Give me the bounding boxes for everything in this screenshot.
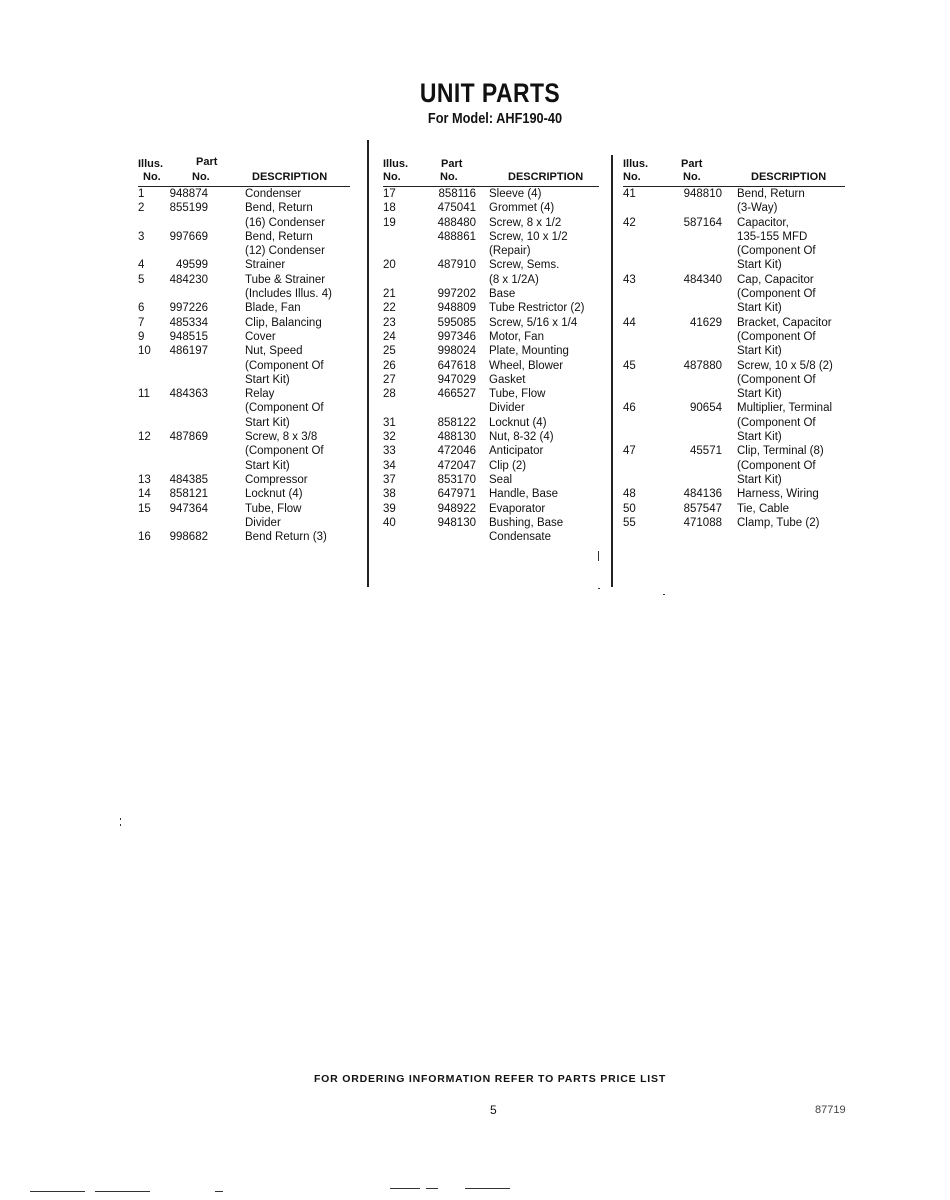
table-row [383, 201, 599, 215]
part-number: 587164 [683, 216, 722, 229]
table-row [138, 230, 350, 259]
part-no-header: No. [440, 171, 458, 183]
illus-number: 50 [623, 502, 636, 515]
table-row [383, 502, 599, 516]
part-number: 488861 [437, 230, 476, 243]
part-number: 486197 [169, 345, 208, 358]
part-number: 948809 [437, 302, 476, 315]
column-header [138, 154, 350, 187]
description-header: DESCRIPTION [252, 171, 328, 183]
parts-rows [138, 187, 350, 544]
table-row [383, 459, 599, 473]
part-description: Wheel, Blower [489, 359, 564, 372]
part-number: 997226 [169, 302, 208, 315]
part-description: Cap, Capacitor (Component Of Start Kit) [737, 273, 816, 315]
part-number: 472047 [437, 459, 476, 472]
illus-number: 40 [383, 516, 396, 529]
illus-number: 24 [383, 330, 396, 343]
table-row [623, 187, 845, 216]
parts-rows [383, 187, 599, 544]
parts-column-2 [383, 154, 599, 544]
part-description: Clip (2) [489, 459, 527, 472]
description-header: DESCRIPTION [508, 171, 584, 183]
part-number: 998682 [169, 531, 208, 544]
part-description: Screw, 8 x 1/2 [489, 216, 562, 229]
illus-number: 12 [138, 431, 151, 444]
illus-number: 7 [138, 316, 145, 329]
illus-number: 38 [383, 488, 396, 501]
table-row [383, 387, 599, 416]
illus-number: 33 [383, 445, 396, 458]
part-description: Motor, Fan [489, 330, 544, 343]
part-number: 471088 [683, 516, 722, 529]
part-number: 858121 [169, 488, 208, 501]
table-row [623, 216, 845, 273]
part-description: Gasket [489, 373, 526, 386]
table-row [623, 502, 845, 516]
table-row [623, 316, 845, 359]
table-row [383, 216, 599, 230]
table-row [623, 359, 845, 402]
table-row [383, 330, 599, 344]
part-header: Part [441, 158, 463, 170]
part-description: Base [489, 288, 516, 301]
table-row [138, 387, 350, 430]
illus-number: 9 [138, 330, 145, 343]
part-description: Grommet (4) [489, 202, 555, 215]
column-divider [611, 155, 613, 587]
illus-number: 18 [383, 202, 396, 215]
part-description: Tie, Cable [737, 502, 789, 515]
part-number: 947364 [169, 502, 208, 515]
part-description: Multiplier, Terminal (Component Of Start Kit) [737, 402, 833, 444]
illus-number: 26 [383, 359, 396, 372]
part-number: 41629 [690, 316, 722, 329]
illus-header: Illus. [383, 158, 409, 170]
column-divider [367, 140, 369, 587]
part-number: 853170 [437, 473, 476, 486]
part-description: Bend, Return (12) Condenser [245, 230, 325, 258]
part-description: Screw, 5/16 x 1/4 [489, 316, 578, 329]
table-row [138, 316, 350, 330]
part-number: 997346 [437, 330, 476, 343]
table-row [138, 487, 350, 501]
part-description: Sleeve (4) [489, 188, 542, 200]
illus-number: 16 [138, 531, 151, 544]
part-number: 948874 [169, 188, 208, 200]
parts-column-1 [138, 154, 350, 544]
part-number: 595085 [437, 316, 476, 329]
illus-number: 20 [383, 259, 396, 272]
illus-number: 19 [383, 216, 396, 229]
table-row [383, 373, 599, 387]
illus-number: 10 [138, 345, 151, 358]
illus-number: 39 [383, 502, 396, 515]
model-subtitle: For Model: AHF190-40 [427, 110, 563, 127]
part-number: 485334 [169, 316, 208, 329]
part-number: 997669 [169, 230, 208, 243]
illus-number: 6 [138, 302, 145, 315]
part-header: Part [196, 156, 218, 168]
part-description: Tube Restrictor (2) [489, 302, 585, 315]
illus-header: Illus. [138, 158, 164, 170]
table-row [383, 416, 599, 430]
part-description: Screw, Sems. (8 x 1/2A) [489, 259, 560, 286]
illus-number: 32 [383, 431, 396, 444]
part-number: 858122 [437, 416, 476, 429]
table-row [383, 316, 599, 330]
part-description: Bushing, Base Condensate [489, 516, 564, 544]
table-row [138, 187, 350, 201]
illus-number: 34 [383, 459, 396, 472]
part-description: Bend, Return (16) Condenser [245, 202, 325, 229]
part-number: 484340 [683, 273, 722, 286]
table-row [383, 258, 599, 287]
part-description: Seal [489, 473, 513, 486]
part-description: Tube & Strainer (Includes Illus. 4) [245, 273, 332, 301]
page-number: 5 [490, 1103, 497, 1117]
part-description: Locknut (4) [245, 488, 303, 501]
part-header: Part [681, 158, 703, 170]
table-row [623, 516, 845, 530]
illus-number: 45 [623, 359, 636, 372]
table-row [623, 487, 845, 501]
illus-no-header: No. [383, 171, 401, 183]
illus-number: 31 [383, 416, 396, 429]
part-number: 466527 [437, 388, 476, 401]
table-row [383, 301, 599, 315]
table-row [623, 401, 845, 444]
table-row [623, 273, 845, 316]
part-description: Clip, Balancing [245, 316, 322, 329]
column-header [383, 154, 599, 187]
illus-number: 37 [383, 473, 396, 486]
part-number: 484363 [169, 388, 208, 401]
part-description: Anticipator [489, 445, 544, 458]
part-description: Capacitor, 135-155 MFD (Component Of Start Kit) [737, 216, 816, 272]
part-description: Nut, 8-32 (4) [489, 431, 554, 444]
part-description: Bracket, Capacitor (Component Of Start Kit) [737, 316, 832, 358]
table-row [138, 530, 350, 544]
column-header [623, 154, 845, 187]
part-number: 857547 [683, 502, 722, 515]
table-row [383, 359, 599, 373]
part-number: 488130 [437, 431, 476, 444]
illus-number: 48 [623, 488, 636, 501]
illus-number: 44 [623, 316, 636, 329]
part-number: 855199 [169, 202, 208, 215]
part-number: 948810 [683, 188, 722, 200]
document-code: 87719 [815, 1104, 846, 1116]
part-description: Tube, Flow Divider [245, 502, 302, 529]
part-number: 947029 [437, 373, 476, 386]
description-header: DESCRIPTION [751, 171, 827, 183]
part-number: 998024 [437, 345, 476, 358]
illus-no-header: No. [623, 171, 641, 183]
illus-number: 22 [383, 302, 396, 315]
part-description: Handle, Base [489, 488, 559, 501]
illus-number: 23 [383, 316, 396, 329]
part-description: Cover [245, 330, 276, 343]
part-description: Nut, Speed (Component Of Start Kit) [245, 345, 324, 386]
illus-number: 3 [138, 230, 145, 243]
table-row [138, 473, 350, 487]
illus-number: 2 [138, 202, 145, 215]
part-description: Compressor [245, 473, 308, 486]
part-description: Blade, Fan [245, 302, 301, 315]
parts-column-3 [623, 154, 845, 530]
table-row [623, 444, 845, 487]
part-description: Harness, Wiring [737, 488, 819, 501]
part-number: 49599 [176, 259, 208, 272]
part-description: Tube, Flow Divider [489, 388, 546, 415]
illus-number: 47 [623, 445, 636, 458]
table-row [138, 258, 350, 272]
part-description: Condenser [245, 188, 302, 200]
part-number: 647618 [437, 359, 476, 372]
part-number: 90654 [690, 402, 722, 415]
illus-number: 55 [623, 516, 636, 529]
illus-number: 14 [138, 488, 151, 501]
page-title: UNIT PARTS [419, 78, 561, 108]
part-description: Screw, 10 x 1/2 (Repair) [489, 230, 568, 258]
table-row [383, 444, 599, 458]
part-number: 647971 [437, 488, 476, 501]
part-description: Clamp, Tube (2) [737, 516, 820, 529]
illus-number: 5 [138, 273, 145, 286]
table-row [383, 487, 599, 501]
table-row [383, 473, 599, 487]
part-number: 948130 [437, 516, 476, 529]
part-number: 45571 [690, 445, 722, 458]
illus-number: 4 [138, 259, 145, 272]
part-description: Bend Return (3) [245, 531, 327, 544]
illus-number: 43 [623, 273, 636, 286]
table-row [383, 287, 599, 301]
table-row [138, 273, 350, 302]
part-description: Locknut (4) [489, 416, 547, 429]
illus-number: 42 [623, 216, 636, 229]
parts-rows [623, 187, 845, 530]
part-number: 997202 [437, 288, 476, 301]
part-number: 948515 [169, 330, 208, 343]
illus-header: Illus. [623, 158, 649, 170]
part-number: 484385 [169, 473, 208, 486]
part-no-header: No. [683, 171, 701, 183]
table-row [383, 430, 599, 444]
illus-no-header: No. [143, 171, 161, 183]
table-row [383, 516, 599, 545]
table-row [383, 230, 599, 259]
part-description: Bend, Return (3-Way) [737, 188, 805, 215]
part-number: 858116 [438, 188, 476, 200]
part-description: Relay (Component Of Start Kit) [245, 388, 324, 429]
table-row [138, 344, 350, 387]
part-description: Plate, Mounting [489, 345, 569, 358]
part-number: 484230 [169, 273, 208, 286]
part-description: Strainer [245, 259, 286, 272]
table-row [383, 187, 599, 201]
part-number: 472046 [437, 445, 476, 458]
illus-number: 1 [138, 188, 145, 200]
illus-number: 21 [383, 288, 396, 301]
table-row [138, 430, 350, 473]
part-number: 487910 [437, 259, 476, 272]
illus-number: 15 [138, 502, 151, 515]
table-row [138, 502, 350, 531]
part-description: Screw, 8 x 3/8 (Component Of Start Kit) [245, 431, 324, 472]
part-number: 475041 [437, 202, 476, 215]
table-row [383, 344, 599, 358]
part-description: Screw, 10 x 5/8 (2) (Component Of Start Kit) [737, 359, 833, 401]
illus-number: 46 [623, 402, 636, 415]
illus-number: 28 [383, 388, 396, 401]
part-no-header: No. [192, 171, 210, 183]
illus-number: 25 [383, 345, 396, 358]
table-row [138, 201, 350, 230]
illus-number: 27 [383, 373, 396, 386]
illus-number: 41 [623, 188, 636, 200]
part-number: 487869 [169, 431, 208, 444]
illus-number: 13 [138, 473, 151, 486]
part-number: 487880 [683, 359, 722, 372]
part-number: 488480 [437, 216, 476, 229]
illus-number: 11 [138, 388, 150, 401]
part-description: Evaporator [489, 502, 546, 515]
illus-number: 17 [383, 188, 396, 200]
part-description: Clip, Terminal (8) (Component Of Start Kit) [737, 445, 824, 486]
part-number: 484136 [683, 488, 722, 501]
part-number: 948922 [437, 502, 476, 515]
ordering-note: FOR ORDERING INFORMATION REFER TO PARTS PRICE LIST [313, 1073, 667, 1085]
table-row [138, 330, 350, 344]
table-row [138, 301, 350, 315]
